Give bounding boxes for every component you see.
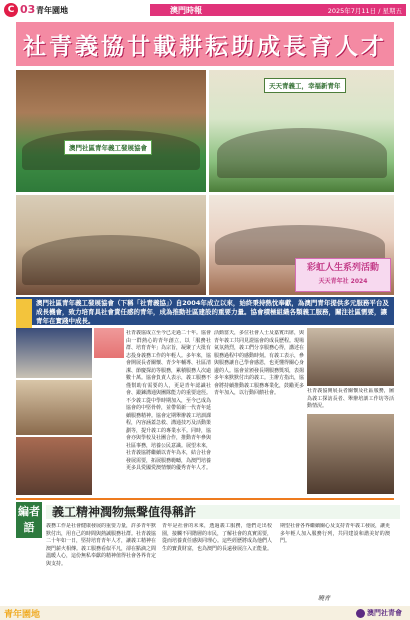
editorial-col-2: 青年是社會的未來，透過義工服務，他們走出校園，接觸不同階層的市民，了解社會的真實需要，從而培養責任感與同理心。這些經歷將成為他們人生的寶貴財富，也為澳門的長遠發展注入正能量。 xyxy=(162,523,272,552)
article-col-1: 社青義協成立至今已走過二十年。協會由一群熱心的青年創立，以「服務社群、培育青年」為宗旨，凝聚了大批有志投身義務工作的年輕人。多年來，協會開展長者關懷、青少年輔導、社區清潔、節慶探訪等服務，累積服務人次逾數十萬。協會負責人表示，義工服務不僅幫助有需要的人，更是青年認識社會、鍛鍊溝通與團隊能力的重要途徑。不少義工從中學時期加入，至今已成為協會的中堅骨幹，並帶領新一代青年延續服務精神。協會定期舉辦義工培訓課程，內容涵蓋急救、溝通技巧及活動策劃等，提升義工的專業水平。同時，協會亦與學校及社團合作，推動青年參與社區事務，培養公民意識。展望未來，社青義協將繼續以青年為本，結合社會發展需要，拓展服務範疇，為澳門培養更多具愛國愛澳情懷的優秀青年人才。 xyxy=(126,330,211,471)
footer-logo xyxy=(356,608,402,618)
photo-elderly-visit xyxy=(307,328,394,386)
photo-training xyxy=(16,380,92,435)
summary-box xyxy=(16,297,394,325)
footer-section: 青年園地 xyxy=(4,610,41,620)
photo-banner-text: 澳門社區青年義工發展協會 xyxy=(64,140,152,155)
photo-stage-text: 天天青義工，幸福新青年 xyxy=(264,78,346,93)
editorial-rule xyxy=(16,498,394,500)
summary-text: 澳門社區青年義工發展協會（下稱「社青義協」）自2004年成立以來，始終秉持熱忱奉獻，為澳門青年提供多元服務平台及成長機會，致力培育具社會責任感的青年，成為推動社區建設的重要力量。協會積極組織各類義工服務，關注社區需要，讓青年在實踐中成長。 xyxy=(36,299,389,325)
logo-icon xyxy=(356,609,365,618)
headline-banner xyxy=(16,22,394,66)
photo-group-hall xyxy=(209,70,394,192)
page-header xyxy=(0,0,410,20)
page-footer xyxy=(0,606,410,620)
editorial-title: 義工精神潤物無聲值得稱許 xyxy=(46,505,400,519)
photo-crowd xyxy=(22,235,200,285)
article-col-2: 活動當天，多位社會人士及嘉賓出席，與青年義工共同見證協會的成長歷程。現場氣氛熱烈，義工們分享服務心得，講述在服務過程中的感動時刻。有義工表示，參與服務讓自己學會感恩，也更懂得關心身邊的人。協會並頒發長期服務獎項，表揚多年來默默付出的義工。主辦方指出，協會將持續推動義工服務專業化，鼓勵更多青年加入，以行動回饋社會。 xyxy=(214,330,304,396)
photo-crowd xyxy=(217,128,387,178)
editorial-signature: 曉青 xyxy=(318,595,331,602)
photo-activity xyxy=(16,437,92,495)
section-name: 青年園地 xyxy=(36,6,68,15)
event-sub: 天天青年社 2024 xyxy=(318,278,368,285)
photo-group-room xyxy=(16,195,206,295)
page-number: 03 xyxy=(20,3,36,16)
photo-workshop xyxy=(16,328,92,378)
headline: 社青義協廿載耕耘助成長育人才 xyxy=(23,32,387,60)
newspaper-name: 澳門時報 xyxy=(170,6,202,15)
footer-logo-text: 澳門社青會 xyxy=(367,609,402,617)
editorial-col-3: 期望社會各界繼續關心及支持青年義工發展，讓更多年輕人加入服務行列，共同建設和諧美好的澳門。 xyxy=(280,523,390,544)
photo-group-banner xyxy=(16,70,206,192)
page-number-icon: C xyxy=(4,3,18,17)
event-logo-board xyxy=(295,258,391,292)
editorial-badge: 編者語 xyxy=(16,502,42,538)
photo-caption: 社青義協開展長者關懷及社區服務，圖為義工探訪長者、舉辦培訓工作坊等活動情況。 xyxy=(307,388,394,409)
issue-date: 2025年7月11日 / 星期五 xyxy=(327,7,402,15)
event-logo: 彩虹人生系列活動 xyxy=(306,263,379,273)
photo-mini xyxy=(94,328,124,358)
editorial-col-1: 義務工作是社會健康發展的重要力量，許多青年默默付出，用自己的時間與熱誠服務社群。社青義協二十年如一日，堅持培育青年人才，讓義工精神在澳門薪火相傳。義工服務看似平凡，卻在點滴之間溫暖人心，這份無私奉獻的精神值得社會各界肯定與支持。 xyxy=(46,523,156,567)
photo-care xyxy=(307,414,394,494)
